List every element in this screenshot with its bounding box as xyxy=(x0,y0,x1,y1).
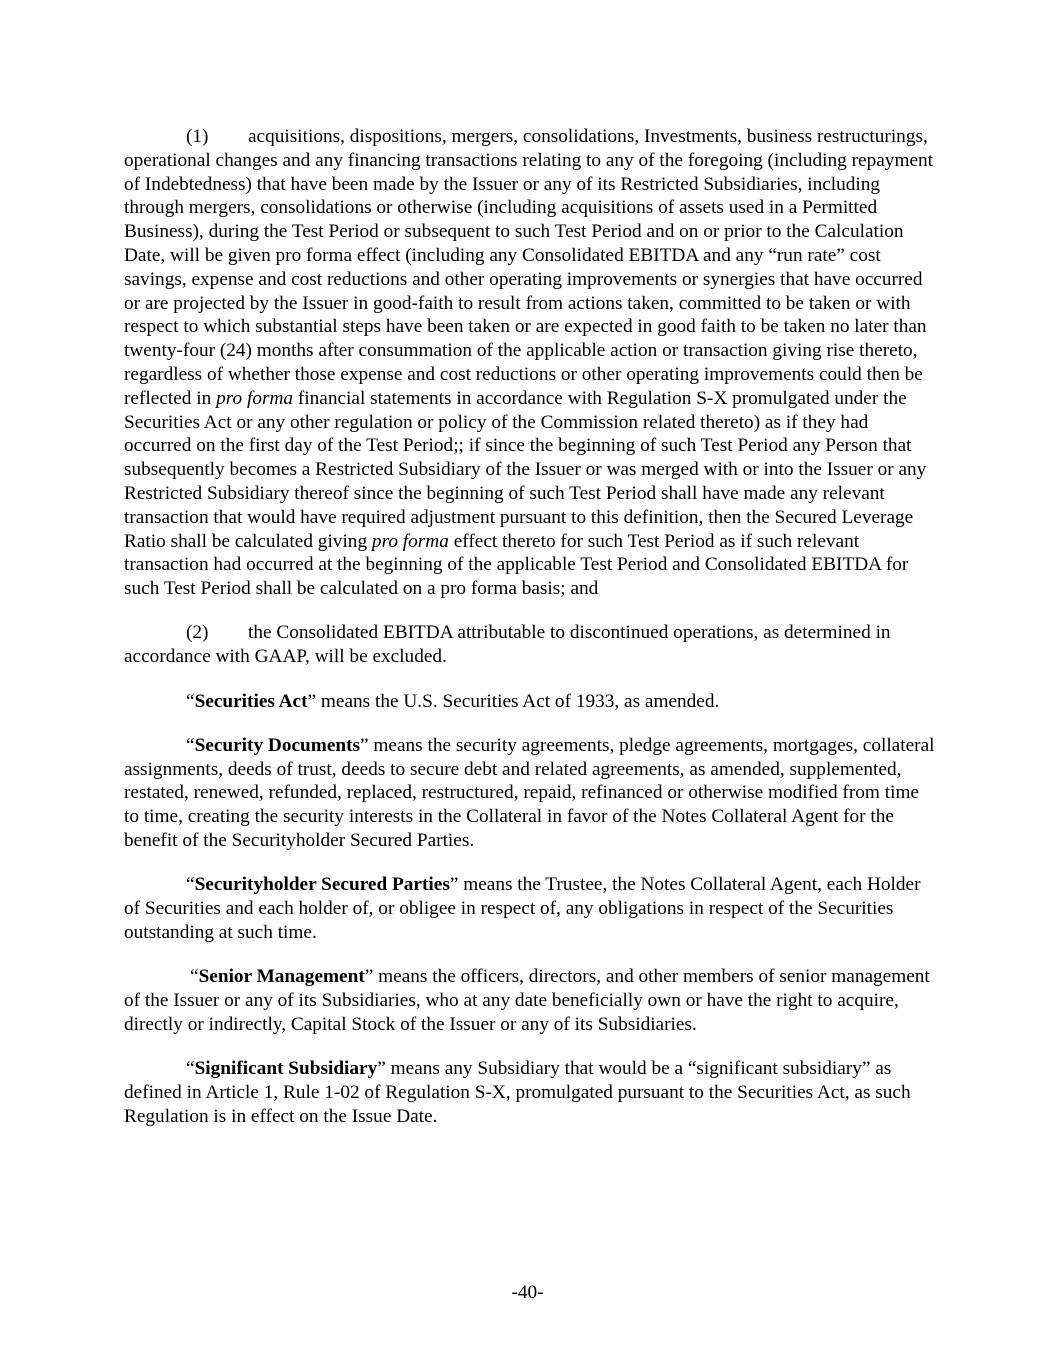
clause-text: effect thereto for such Test Period as if such relevant transaction had occurred at the beginning of the applicable Test Period and Consolidated EBITDA for such Test Period shall be calculated on a pro forma basis; and xyxy=(124,530,909,600)
italic-phrase: pro forma xyxy=(216,387,294,409)
defined-term: Securityholder Secured Parties xyxy=(194,874,450,896)
page-number: -40- xyxy=(511,1282,544,1303)
definition-text: ” means the Trustee, the Notes Collateral Agent, each Holder of Securities and each holder of, or obligee in respect of, any obligations in respect of the Securities outstanding at such time. xyxy=(124,874,921,943)
definition-securities-act xyxy=(124,690,936,714)
clause-text: financial statements in accordance with Regulation S-X promulgated under the Securities Act or any other regulation or policy of the Commission related thereto) as if they had occurred on the first day of the Test Period;; if since the beginning of such Test Period any Person that subsequently becomes a Restricted Subsidiary of the Issuer or was merged with or into the Issuer or any Restricted Subsidiary thereof since the beginning of such Test Period shall have made any relevant transaction that would have required adjustment pursuant to this definition, then the Secured Leverage Ratio shall be calculated giving xyxy=(124,387,927,552)
clause-number: (2) xyxy=(186,622,209,644)
open-quote: “ xyxy=(190,966,199,988)
definition-securityholder-secured-parties xyxy=(124,873,936,944)
definition-text: ” means any Subsidiary that would be a “significant subsidiary” as defined in Article 1, Rule 1-02 of Regulation S-X, promulgated pursuant to the Securities Act, as such Regulation is in effect on the Issue Date. xyxy=(124,1058,911,1127)
open-quote: “ xyxy=(186,690,195,712)
definition-security-documents xyxy=(124,734,936,853)
clause-text: the Consolidated EBITDA attributable to discontinued operations, as determined in accordance with GAAP, will be excluded. xyxy=(124,622,891,668)
italic-phrase: pro forma xyxy=(371,530,449,552)
clause-text: acquisitions, dispositions, mergers, consolidations, Investments, business restructurings, operational changes and any financing transactions relating to any of the foregoing (including repayment of Indebtedness) that have been made by the Issuer or any of its Restricted Subsidiaries, including through mergers, consolidations or otherwise (including acquisitions of assets used in a Permitted Business), during the Test Period or subsequent to such Test Period and on or prior to the Calculation Date, will be given pro forma effect (including any Consolidated EBITDA and any “run rate” cost savings, expense and cost reductions and other operating improvements or synergies that have occurred or are projected by the Issuer in good-faith to result from actions taken, committed to be taken or with respect to which substantial steps have been taken or are expected in good faith to be taken no later than twenty-four (24) months after consummation of the applicable action or transaction giving rise thereto, regardless of whether those expense and cost reductions or other operating improvements could then be reflected in xyxy=(124,126,934,409)
clause-1-paragraph xyxy=(124,125,936,601)
defined-term: Security Documents xyxy=(194,734,361,756)
clause-number: (1) xyxy=(186,126,209,147)
defined-term: Senior Management xyxy=(198,966,365,988)
clause-2-paragraph xyxy=(124,621,936,669)
definition-senior-management xyxy=(124,965,936,1036)
defined-term: Significant Subsidiary xyxy=(194,1058,378,1080)
defined-term: Securities Act xyxy=(194,690,308,712)
definition-text: ” means the security agreements, pledge agreements, mortgages, collateral assignments, deeds of trust, deeds to secure debt and related agreements, as amended, supplemented, restated, renewed, refunded, replaced, restructured, repaid, refinanced or otherwise modified from time to time, creating the security interests in the Collateral in favor of the Notes Collateral Agent for the benefit of the Securityholder Secured Parties. xyxy=(124,734,935,852)
document-page xyxy=(124,125,936,1149)
open-quote: “ xyxy=(186,1058,195,1080)
open-quote: “ xyxy=(186,734,195,756)
definition-text: ” means the U.S. Securities Act of 1933, as amended. xyxy=(307,690,720,712)
open-quote: “ xyxy=(186,874,195,896)
definition-significant-subsidiary xyxy=(124,1057,936,1128)
definition-text: ” means the officers, directors, and other members of senior management of the Issuer or any of its Subsidiaries, who at any date beneficially own or have the right to acquire, directly or indirectly, Capital Stock of the Issuer or any of its Subsidiaries. xyxy=(124,966,930,1035)
